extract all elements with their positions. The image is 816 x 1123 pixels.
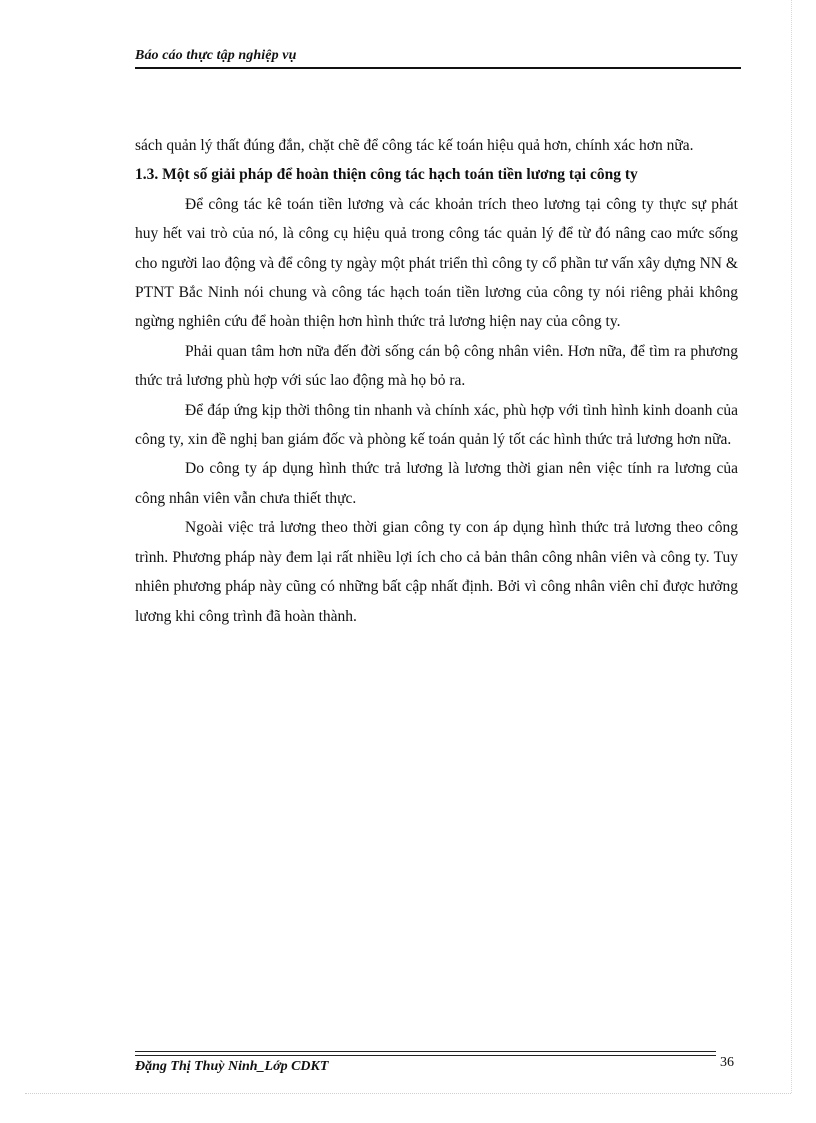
paragraph: Ngoài việc trả lương theo thời gian công ty con áp dụng hình thức trả lương theo công trình. Phương pháp này đem lại rất nhiều lợi ích cho cả bản thân công nhân viên và công ty. Tuy nhiên phương pháp này cũng có những bất cập nhất định. Bởi vì công nhân viên chỉ được hưởng lương khi công trình đã hoàn thành. bbox=[135, 519, 738, 625]
paragraph: Do công ty áp dụng hình thức trả lương là lương thời gian nên việc tính ra lương của công nhân viên vẫn chưa thiết thực. bbox=[135, 460, 738, 507]
footer-author: Đặng Thị Thuỳ Ninh_Lớp CDKT bbox=[135, 1059, 329, 1074]
body-text bbox=[135, 131, 738, 631]
section-heading: 1.3. Một số giải pháp để hoàn thiện công tác hạch toán tiền lương tại công ty bbox=[135, 166, 638, 184]
paragraph-continuation: sách quản lý thất đúng đắn, chặt chẽ để công tác kế toán hiệu quả hơn, chính xác hơn nữa. bbox=[135, 137, 694, 154]
paragraph: Để đáp ứng kịp thời thông tin nhanh và chính xác, phù hợp với tình hình kinh doanh của công ty, xin đề nghị ban giám đốc và phòng kế toán quản lý tốt các hình thức trả lương hơn nữa. bbox=[135, 401, 738, 449]
page-number: 36 bbox=[720, 1055, 734, 1070]
running-header-title: Báo cáo thực tập nghiệp vụ bbox=[135, 48, 297, 63]
header-rule bbox=[135, 67, 741, 69]
footer-rule bbox=[135, 1051, 716, 1052]
page-edge-divider bbox=[791, 0, 792, 1093]
paragraph: Để công tác kê toán tiền lương và các khoản trích theo lương tại công ty thực sự phát huy hết vai trò của nó, là công cụ hiệu quả trong công tác quản lý để từ đó nâng cao mức sống cho người lao động và để công ty ngày một phát triển thì công ty cổ phần tư vấn xây dựng NN & PTNT Bắc Ninh nói chung và công tác hạch toán tiền lương của công ty nói riêng phải không ngừng nghiên cứu để hoàn thiện hơn hình thức trả lương hiện nay của công ty. bbox=[135, 195, 738, 331]
page-edge-divider bbox=[25, 1093, 791, 1094]
paragraph: Phải quan tâm hơn nữa đến đời sống cán bộ công nhân viên. Hơn nữa, để tìm ra phương thức trả lương phù hợp với súc lao động mà họ bỏ ra. bbox=[135, 342, 738, 390]
footer-rule bbox=[135, 1055, 716, 1056]
